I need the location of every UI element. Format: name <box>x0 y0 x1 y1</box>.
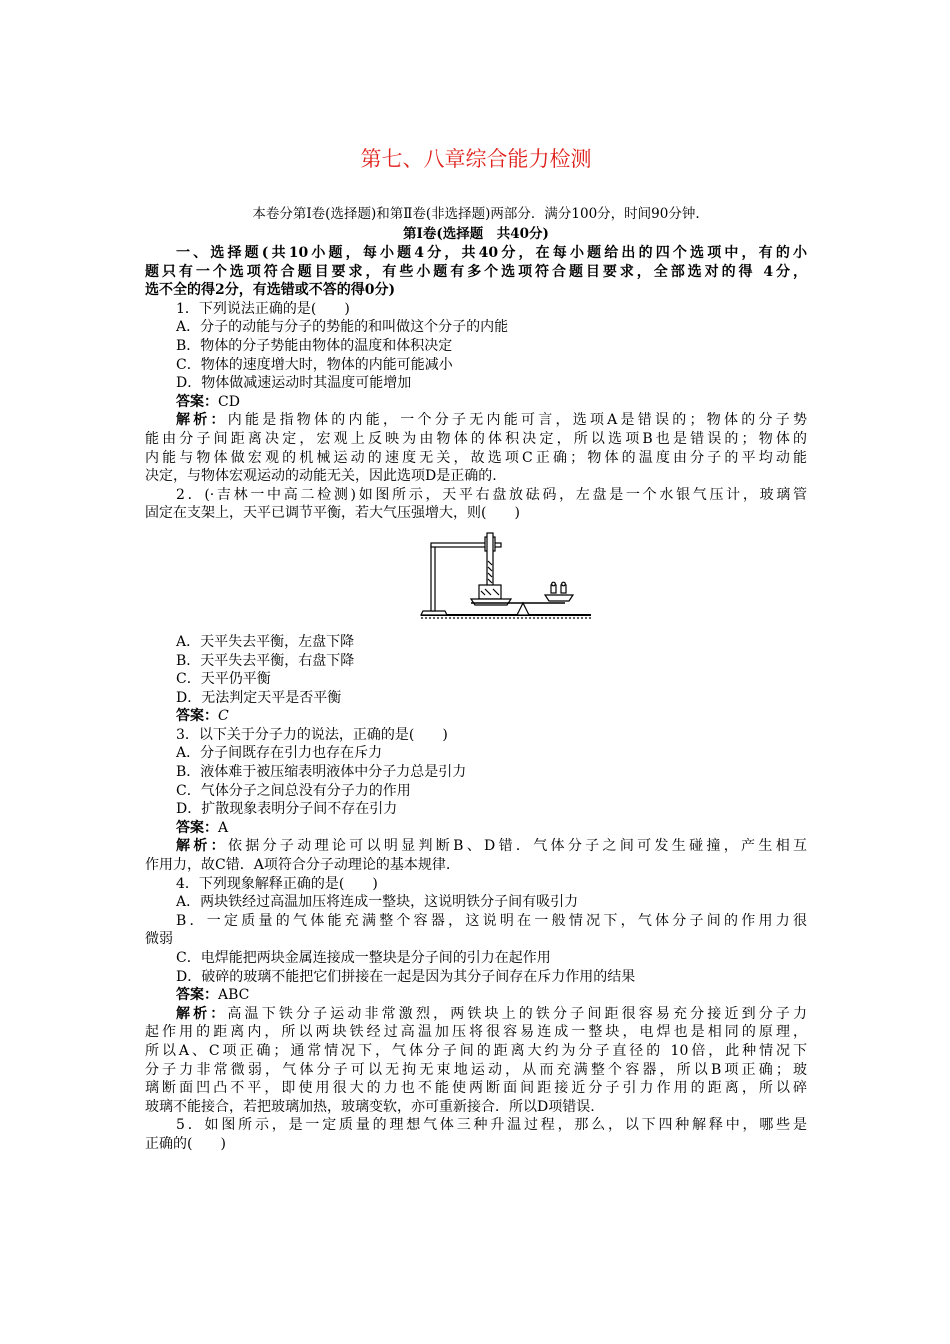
q3-analysis-line-2: 作用力，故C错．A项符合分子动理论的基本规律. <box>145 857 451 874</box>
q3-analysis-line-1: 解析：依据分子动理论可以明显判断B、D错．气体分子之间可发生碰撞，产生相互 <box>176 838 807 855</box>
q1-analysis-line-2: 能由分子间距离决定，宏观上反映为由物体的体积决定，所以选项B也是错误的；物体的 <box>145 430 807 447</box>
q5-stem-line-2: 正确的( ) <box>145 1135 226 1152</box>
q4-answer <box>145 986 807 1005</box>
exam-intro: 本卷分第Ⅰ卷(选择题)和第Ⅱ卷(非选择题)两部分．满分100分，时间90分钟. <box>252 206 700 222</box>
q4-analysis-line-5: 璃断面凹凸不平，即使用很大的力也不能使两断面间距接近分子引力作用的距离，所以碎 <box>145 1080 807 1097</box>
answer-value: ABC <box>218 987 250 1004</box>
balance-barometer-figure <box>415 531 595 627</box>
answer-value: C <box>218 708 229 725</box>
q2-option-c: C．天平仍平衡 <box>176 671 271 688</box>
question-body <box>145 244 807 1154</box>
q5-stem-line-1: 5．如图所示，是一定质量的理想气体三种升温过程，那么，以下四种解释中，哪些是 <box>176 1117 807 1134</box>
analysis-label: 解析： <box>176 838 228 855</box>
q3-option-a: A．分子间既存在引力也存在斥力 <box>176 745 383 762</box>
q2-stem-line-2: 固定在支架上，天平已调节平衡，若大气压强增大，则( ) <box>145 505 520 522</box>
q2-answer <box>145 707 807 726</box>
q1-answer <box>145 393 807 412</box>
answer-label: 答案： <box>176 819 218 836</box>
q1-analysis-line-1: 解析：内能是指物体的内能，一个分子无内能可言，选项A是错误的；物体的分子势 <box>176 412 807 429</box>
q3-option-c: C．气体分子之间总没有分子力的作用 <box>176 782 411 799</box>
q4-analysis-line-1: 解析：高温下铁分子运动非常激烈，两铁块上的铁分子间距很容易充分接近到分子力 <box>176 1005 807 1022</box>
q2-option-d: D．无法判定天平是否平衡 <box>176 689 342 706</box>
q4-analysis-line-3: 所以A、C项正确；通常情况下，气体分子间的距离大约为分子直径的 10倍，此种情况下 <box>145 1042 807 1059</box>
q1-option-c: C．物体的速度增大时，物体的内能可能减小 <box>176 356 453 373</box>
q4-analysis-line-2: 起作用的距离内，所以两块铁经过高温加压将很容易连成一整块，电焊也是相同的原理， <box>145 1024 807 1041</box>
q4-analysis-line-6: 玻璃不能接合，若把玻璃加热，玻璃变软，亦可重新接合．所以D项错误. <box>145 1098 595 1115</box>
q3-option-b: B．液体难于被压缩表明液体中分子力总是引力 <box>176 764 467 781</box>
q1-option-d: D．物体做减速运动时其温度可能增加 <box>176 375 412 392</box>
q1-analysis-line-3: 内能与物体做宏观的机械运动的速度无关，故选项C正确；物体的温度由分子的平均动能 <box>145 449 807 466</box>
section-instructions-line-1: 一、选择题(共10小题，每小题4分，共40分，在每小题给出的四个选项中，有的小 <box>176 245 807 261</box>
q1-option-b: B．物体的分子势能由物体的温度和体积决定 <box>176 337 453 354</box>
part-title: 第Ⅰ卷(选择题 共40分) <box>403 226 549 242</box>
q1-analysis-line-4: 决定，与物体宏观运动的动能无关，因此选项D是正确的. <box>145 468 497 485</box>
q1-stem: 1．下列说法正确的是( ) <box>176 300 350 317</box>
q4-option-b-line-1: B．一定质量的气体能充满整个容器，这说明在一般情况下，气体分子间的作用力很 <box>176 912 807 929</box>
analysis-label: 解析： <box>176 1005 228 1022</box>
q4-option-a: A．两块铁经过高温加压将连成一整块，这说明铁分子间有吸引力 <box>176 894 579 911</box>
q3-answer <box>145 819 807 838</box>
q1-option-a: A．分子的动能与分子的势能的和叫做这个分子的内能 <box>176 319 509 336</box>
q3-stem: 3．以下关于分子力的说法，正确的是( ) <box>176 726 448 743</box>
q2-option-b: B．天平失去平衡，右盘下降 <box>176 652 355 669</box>
section-instructions-line-3: 选不全的得2分，有选错或不答的得0分) <box>145 282 396 299</box>
q2-option-a: A．天平失去平衡，左盘下降 <box>176 633 355 650</box>
section-instructions-line-2: 题只有一个选项符合题目要求，有些小题有多个选项符合题目要求，全部选对的得 4分， <box>145 263 807 280</box>
q2-stem-line-1: 2．(·吉林一中高二检测)如图所示，天平右盘放砝码，左盘是一个水银气压计，玻璃管 <box>176 486 807 503</box>
answer-value: A <box>218 819 229 836</box>
page-title: 第七、八章综合能力检测 <box>360 147 592 171</box>
q4-option-b-line-2: 微弱 <box>145 931 173 948</box>
analysis-label: 解析： <box>176 412 228 429</box>
answer-value: CD <box>218 393 240 410</box>
answer-label: 答案： <box>176 393 218 410</box>
q4-option-d: D．破碎的玻璃不能把它们拼接在一起是因为其分子间存在斥力作用的结果 <box>176 968 636 985</box>
q4-stem: 4．下列现象解释正确的是( ) <box>176 875 378 892</box>
q4-option-c: C．电焊能把两块金属连接成一整块是分子间的引力在起作用 <box>176 950 551 966</box>
q4-analysis-line-4: 分子力非常微弱，气体分子可以无拘无束地运动，从而充满整个容器，所以B项正确；玻 <box>145 1061 807 1078</box>
q3-option-d: D．扩散现象表明分子间不存在引力 <box>176 801 398 818</box>
answer-label: 答案： <box>176 708 218 725</box>
answer-label: 答案： <box>176 987 218 1004</box>
